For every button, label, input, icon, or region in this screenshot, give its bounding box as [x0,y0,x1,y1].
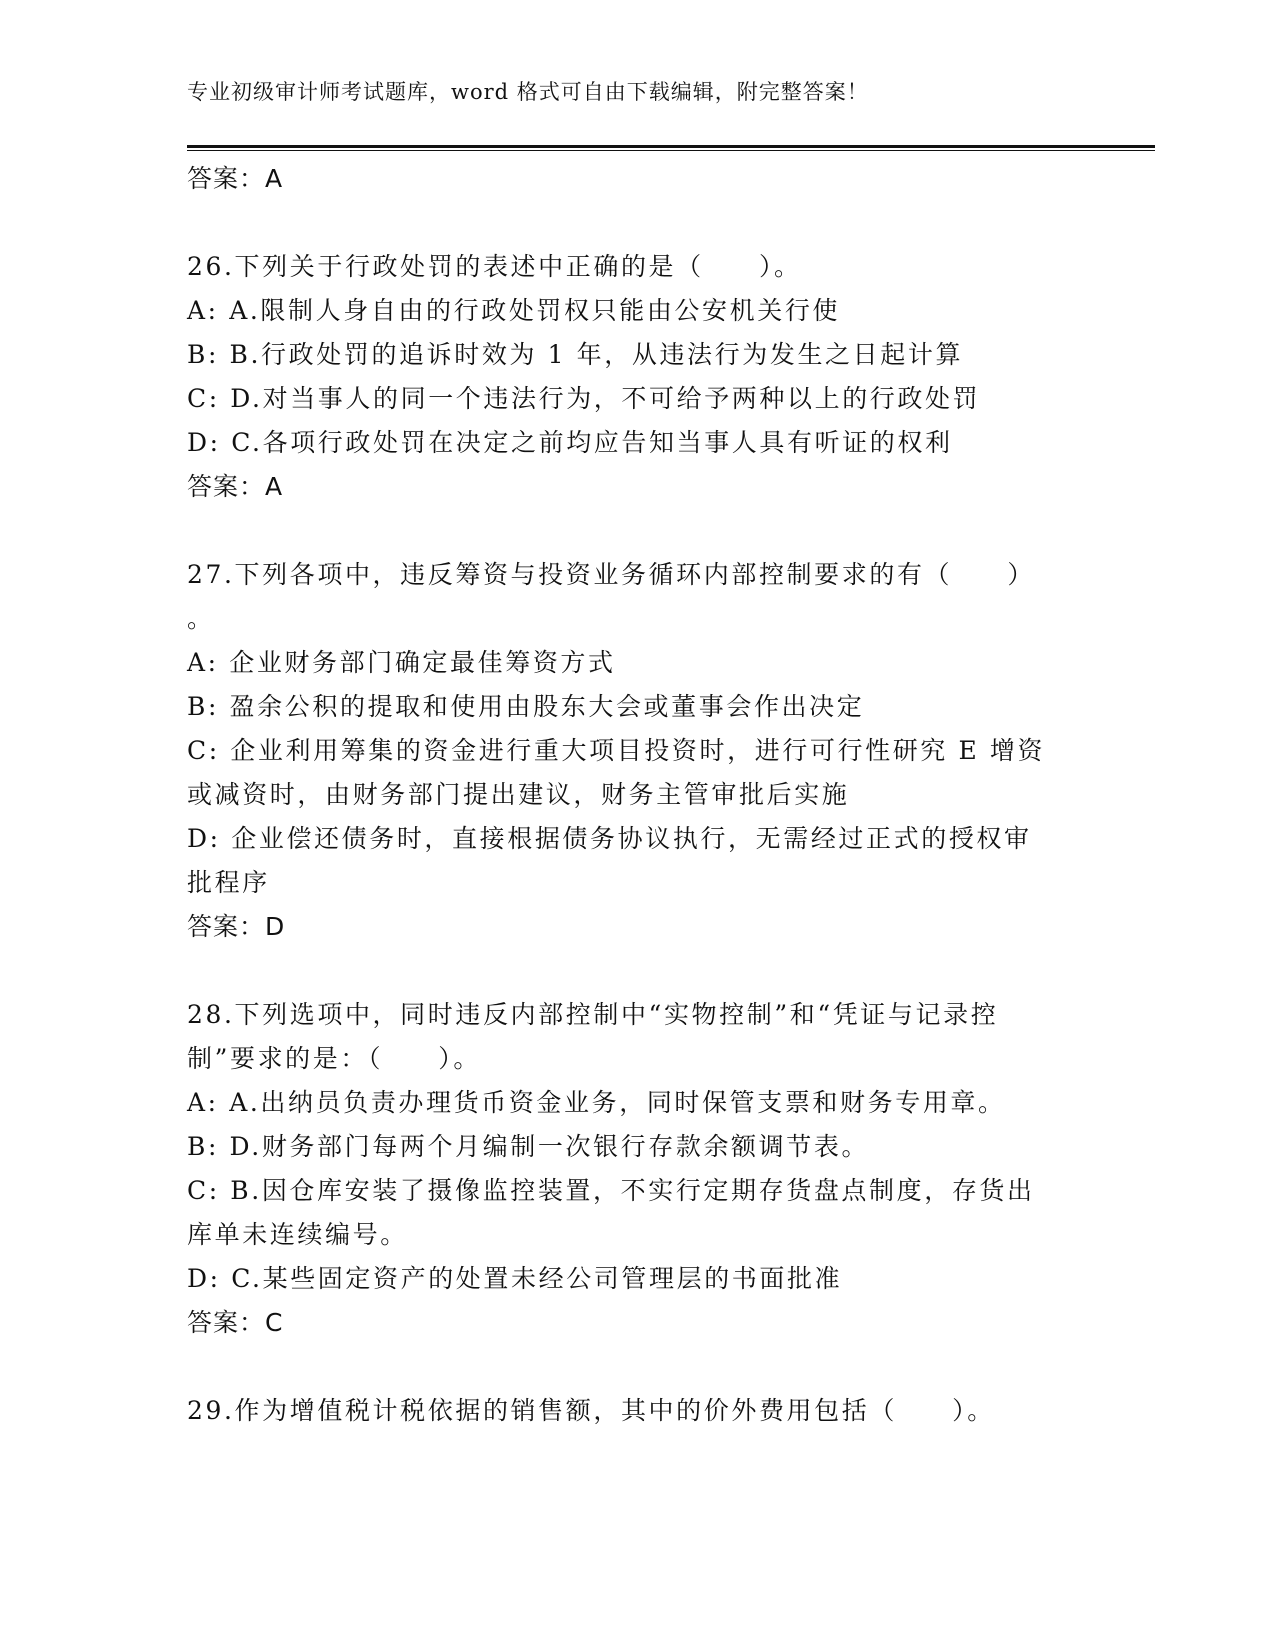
option-a: A: A.限制人身自由的行政处罚权只能由公安机关行使 [187,296,841,325]
question-stem: 27.下列各项中，违反筹资与投资业务循环内部控制要求的有（ ） [187,560,1035,589]
option-d-continued: 批程序 [187,868,270,897]
header-rule-thick [187,145,1155,148]
option-c-continued: 或减资时，由财务部门提出建议，财务主管审批后实施 [187,780,850,809]
spacer [187,1345,1087,1389]
option-c: C: D.对当事人的同一个违法行为，不可给予两种以上的行政处罚 [187,384,981,413]
spacer [187,949,1087,993]
question-stem-continued: 。 [187,604,215,633]
question-list [187,157,1087,1433]
option-b: B: 盈余公积的提取和使用由股东大会或董事会作出决定 [187,692,865,721]
spacer [187,509,1087,553]
option-d: D: C.各项行政处罚在决定之前均应告知当事人具有听证的权利 [187,428,953,457]
option-d: D: C.某些固定资产的处置未经公司管理层的书面批准 [187,1264,843,1293]
option-b: B: D.财务部门每两个月编制一次银行存款余额调节表。 [187,1132,870,1161]
option-c-continued: 库单未连续编号。 [187,1220,408,1249]
answer: 答案：C [187,1308,284,1337]
option-a: A: A.出纳员负责办理货币资金业务，同时保管支票和财务专用章。 [187,1088,1006,1117]
question-stem: 28.下列选项中，同时违反内部控制中“实物控制”和“凭证与记录控 [187,1000,999,1029]
previous-answer: 答案：A [187,164,284,193]
question-27 [187,553,1087,949]
page-header: 专业初级审计师考试题库，word 格式可自由下载编辑，附完整答案！ [187,80,869,104]
option-d: D: 企业偿还债务时，直接根据债务协议执行，无需经过正式的授权审 [187,824,1032,853]
option-c: C: B.因仓库安装了摄像监控装置，不实行定期存货盘点制度，存货出 [187,1176,1035,1205]
question-stem: 29.作为增值税计税依据的销售额，其中的价外费用包括（ ）。 [187,1396,995,1425]
option-b: B: B.行政处罚的追诉时效为 1 年，从违法行为发生之日起计算 [187,340,964,369]
question-stem: 26.下列关于行政处罚的表述中正确的是（ ）。 [187,252,802,281]
option-c: C: 企业利用筹集的资金进行重大项目投资时，进行可行性研究 E 增资 [187,736,1046,765]
spacer [187,201,1087,245]
question-stem-continued: 制”要求的是：（ ）。 [187,1044,481,1073]
question-28 [187,993,1087,1345]
question-29 [187,1389,1087,1433]
header-rule-thin [187,150,1155,151]
answer: 答案：D [187,912,286,941]
answer: 答案：A [187,472,284,501]
question-26 [187,245,1087,509]
option-a: A: 企业财务部门确定最佳筹资方式 [187,648,616,677]
